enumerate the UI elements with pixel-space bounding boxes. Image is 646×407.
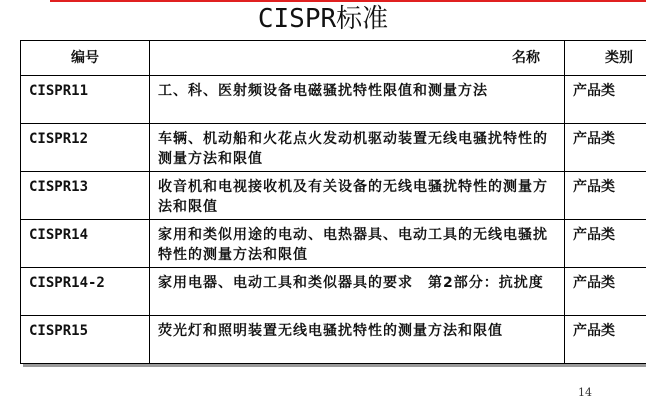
slide-title: CISPR标准 — [257, 4, 389, 34]
standard-code: CISPR14 — [21, 220, 150, 268]
table-row — [21, 220, 646, 268]
table-row — [21, 268, 646, 316]
cispr-standards-table — [20, 40, 646, 364]
standard-category: 产品类 — [565, 172, 646, 220]
standard-code: CISPR13 — [21, 172, 150, 220]
table-row — [21, 172, 646, 220]
table-header-row — [21, 41, 646, 76]
standard-category: 产品类 — [565, 268, 646, 316]
header-name: 名称 — [150, 41, 565, 76]
standard-name: 工、科、医射频设备电磁骚扰特性限值和测量方法 — [150, 76, 565, 124]
standard-category: 产品类 — [565, 124, 646, 172]
standard-name: 收音机和电视接收机及有关设备的无线电骚扰特性的测量方法和限值 — [150, 172, 565, 220]
header-category: 类别 — [565, 41, 646, 76]
standard-name: 家用和类似用途的电动、电热器具、电动工具的无线电骚扰特性的测量方法和限值 — [150, 220, 565, 268]
standard-code: CISPR15 — [21, 316, 150, 364]
standard-name: 车辆、机动船和火花点火发动机驱动装置无线电骚扰特性的测量方法和限值 — [150, 124, 565, 172]
table-row — [21, 316, 646, 364]
table-row — [21, 76, 646, 124]
standard-category: 产品类 — [565, 316, 646, 364]
standard-category: 产品类 — [565, 220, 646, 268]
standard-category: 产品类 — [565, 76, 646, 124]
standard-name: 家用电器、电动工具和类似器具的要求 第2部分：抗扰度 — [150, 268, 565, 316]
standard-code: CISPR12 — [21, 124, 150, 172]
standard-code: CISPR11 — [21, 76, 150, 124]
page-number: 14 — [578, 386, 592, 399]
header-code: 编号 — [21, 41, 150, 76]
standard-code: CISPR14-2 — [21, 268, 150, 316]
table-row — [21, 124, 646, 172]
standard-name: 荧光灯和照明装置无线电骚扰特性的测量方法和限值 — [150, 316, 565, 364]
